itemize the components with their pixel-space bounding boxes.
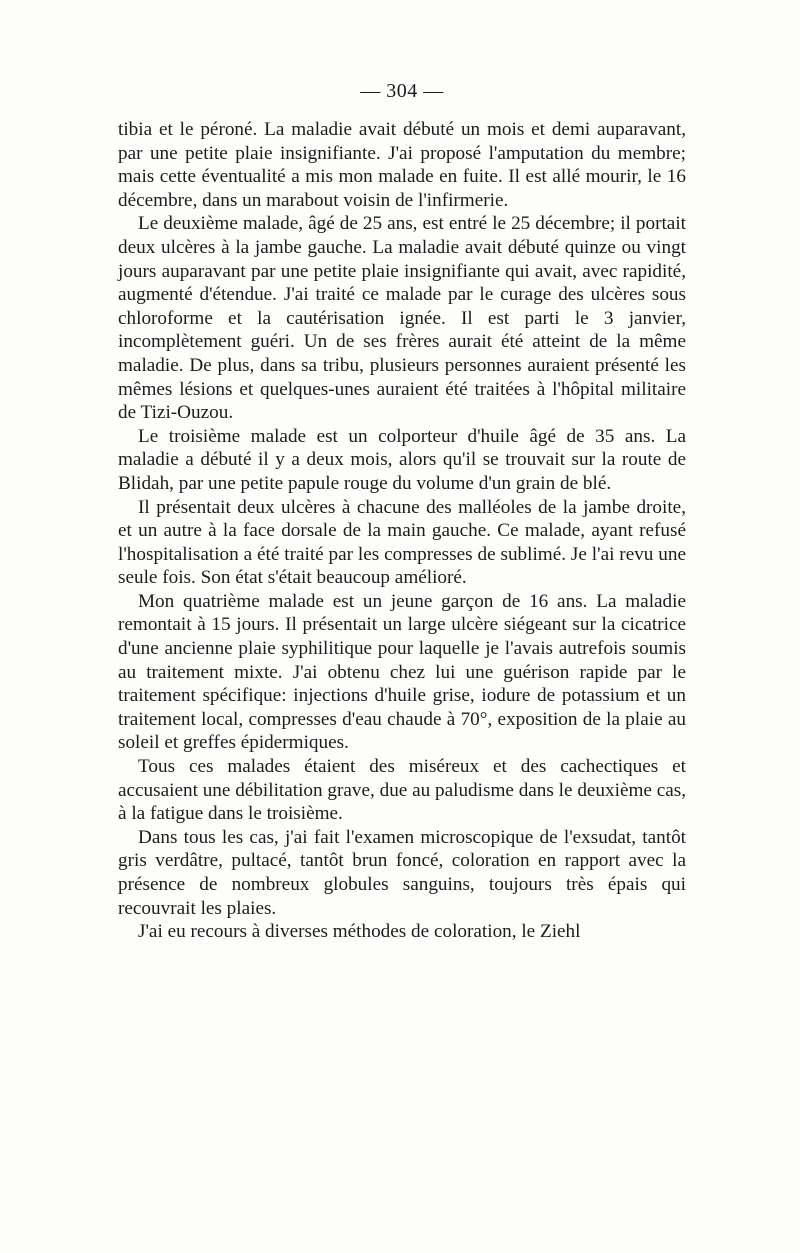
paragraph-4: Il présentait deux ulcères à chacune des malléoles de la jambe droite, et un autre à la face dorsale de la main gauche. Ce malade, ayant refusé l'hospitalisation a été traité par les compresses de sublimé. Je l'ai revu une seule fois. Son état s'était beaucoup amélioré. bbox=[118, 496, 686, 589]
paragraph-1: tibia et le péroné. La maladie avait débuté un mois et demi auparavant, par une petite plaie insignifiante. J'ai proposé l'amputation du membre; mais cette éventualité a mis mon malade en fuite. Il est allé mourir, le 16 décembre, dans un marabout voisin de l'infirmerie. bbox=[118, 119, 686, 211]
body-text bbox=[118, 118, 686, 944]
paragraph-6: Tous ces malades étaient des miséreux et des cachectiques et accusaient une débilitation grave, due au paludisme dans le deuxième cas, à la fatigue dans le troisième. bbox=[118, 756, 686, 825]
paragraph-5: Mon quatrième malade est un jeune garçon de 16 ans. La maladie remontait à 15 jours. Il présentait un large ulcère siégeant sur la cicatrice d'une ancienne plaie syphilitique pour laquelle je l'avais autrefois soumis au traitement mixte. J'ai obtenu chez lui une guérison rapide par le traitement spécifique: injections d'huile grise, iodure de potassium et un traitement local, compresses d'eau chaude à 70°, exposition de la plaie au soleil et greffes épidermiques. bbox=[118, 590, 686, 754]
paragraph-2: Le deuxième malade, âgé de 25 ans, est entré le 25 décembre; il portait deux ulcères à la jambe gauche. La maladie avait débuté quinze ou vingt jours auparavant par une petite plaie insignifiante qui avait, avec rapidité, augmenté d'étendue. J'ai traité ce malade par le curage des ulcères sous chloroforme et la cautérisation ignée. Il est parti le 3 janvier, incomplètement guéri. Un de ses frères aurait été atteint de la même maladie. De plus, dans sa tribu, plusieurs personnes auraient présenté les mêmes lésions et quelques-unes auraient été traitées à l'hôpital militaire de Tizi-Ouzou. bbox=[118, 213, 686, 424]
paragraph-8: J'ai eu recours à diverses méthodes de coloration, le Ziehl bbox=[138, 921, 581, 943]
page-number: — 304 — bbox=[360, 80, 444, 102]
document-page bbox=[118, 0, 686, 1253]
paragraph-3: Le troisième malade est un colporteur d'huile âgé de 35 ans. La maladie a débuté il y a deux mois, alors qu'il se trouvait sur la route de Blidah, par une petite papule rouge du volume d'un grain de blé. bbox=[118, 425, 686, 494]
paragraph-7: Dans tous les cas, j'ai fait l'examen microscopique de l'exsudat, tantôt gris verdâtre, pultacé, tantôt brun foncé, coloration en rapport avec la présence de nombreux globules sanguins, toujours très épais qui recouvrait les plaies. bbox=[118, 826, 686, 919]
